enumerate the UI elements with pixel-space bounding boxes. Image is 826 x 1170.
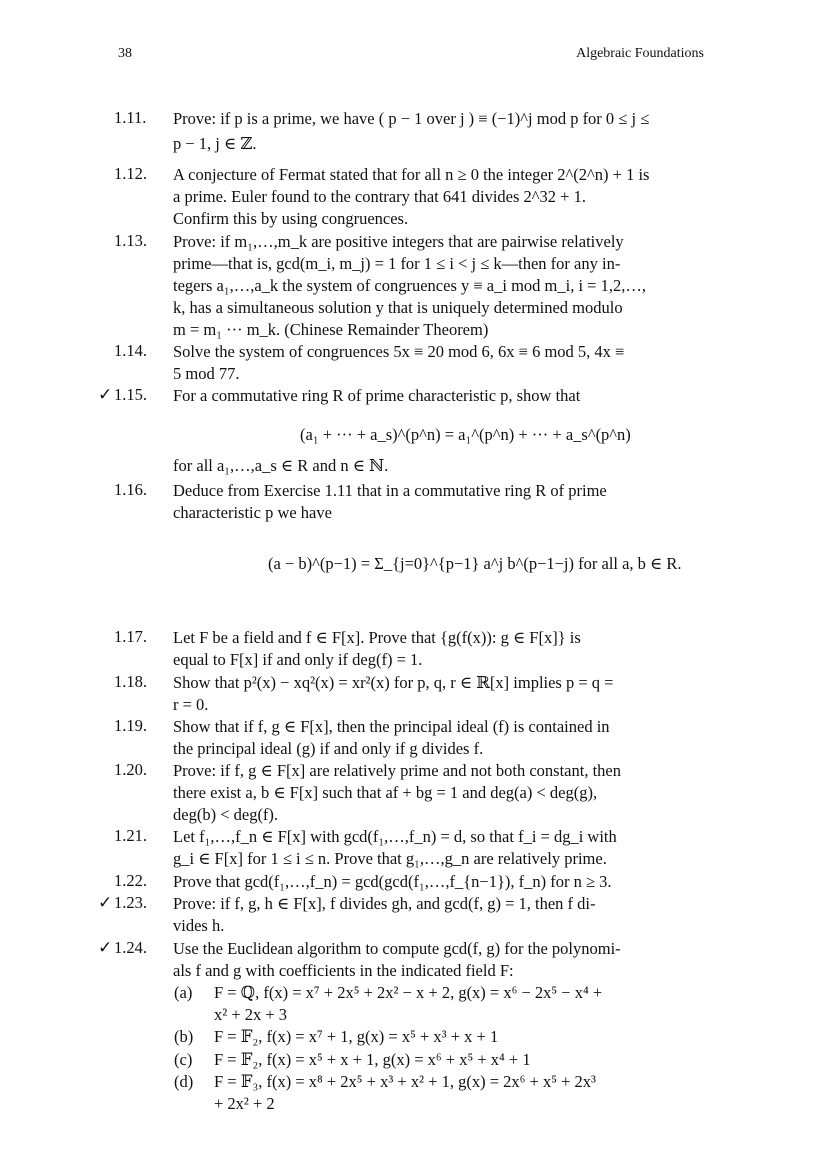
exercise-number: 1.17. <box>114 627 147 646</box>
exercise-line: Prove: if f, g, h ∈ F[x], f divides gh, and gcd(f, g) = 1, then f di- <box>173 894 596 913</box>
exercise-number: 1.23. <box>114 893 147 912</box>
exercise-line: Prove that gcd(f₁,…,f_n) = gcd(gcd(f₁,…,f_{n−1}), f_n) for n ≥ 3. <box>173 872 612 891</box>
exercise-line: Use the Euclidean algorithm to compute gcd(f, g) for the polynomi- <box>173 939 621 958</box>
sub-item-line: F = 𝔽₃, f(x) = x⁸ + 2x⁵ + x³ + x² + 1, g(x) = 2x⁶ + x⁵ + 2x³ <box>214 1072 596 1091</box>
exercise-text <box>173 231 707 341</box>
sub-item-label: (c) <box>174 1050 193 1069</box>
exercise-line: als f and g with coefficients in the indicated field F: <box>173 961 514 980</box>
exercise-line: the principal ideal (g) if and only if g divides f. <box>173 739 484 758</box>
exercise-line: a prime. Euler found to the contrary that 641 divides 2^32 + 1. <box>173 187 586 206</box>
exercise-text <box>173 385 707 407</box>
exercise-continuation <box>173 455 707 477</box>
sub-item-label: (d) <box>174 1072 194 1091</box>
exercise-line: Show that p²(x) − xq²(x) = xr²(x) for p, q, r ∈ ℝ[x] implies p = q = <box>173 673 614 692</box>
exercise-text <box>173 938 707 982</box>
display-equation: (a − b)^(p−1) = Σ_{j=0}^{p−1} a^j b^(p−1−j) for all a, b ∈ R. <box>268 554 682 573</box>
exercise-text <box>173 164 707 230</box>
display-equation: (a₁ + ··· + a_s)^(p^n) = a₁^(p^n) + ··· + a_s^(p^n) <box>300 425 631 444</box>
sub-item-label: (b) <box>174 1027 194 1046</box>
exercise-number: 1.11. <box>114 108 147 127</box>
exercise-line: Confirm this by using congruences. <box>173 209 409 228</box>
exercise-line: 5 mod 77. <box>173 364 240 383</box>
checkmark-icon: ✓ <box>98 385 113 405</box>
exercise-line: there exist a, b ∈ F[x] such that af + bg = 1 and deg(a) < deg(g), <box>173 783 598 802</box>
exercise-number: 1.21. <box>114 826 147 845</box>
checkmark-icon: ✓ <box>98 938 113 958</box>
exercise-line: m = m₁ ··· m_k. (Chinese Remainder Theorem) <box>173 320 489 339</box>
exercise-number: 1.19. <box>114 716 147 735</box>
exercise-line: for all a₁,…,a_s ∈ R and n ∈ ℕ. <box>173 456 389 475</box>
exercise-line: characteristic p we have <box>173 503 332 522</box>
exercise-line: prime—that is, gcd(m_i, m_j) = 1 for 1 ≤ i < j ≤ k—then for any in- <box>173 254 621 273</box>
exercise-text <box>173 826 707 870</box>
exercise-number: 1.14. <box>114 341 147 360</box>
sub-item-line: F = ℚ, f(x) = x⁷ + 2x⁵ + 2x² − x + 2, g(x) = x⁶ − 2x⁵ − x⁴ + <box>214 983 603 1002</box>
exercise-number: 1.22. <box>114 871 147 890</box>
exercise-text <box>173 871 707 893</box>
exercise-text <box>173 108 707 155</box>
exercise-line: vides h. <box>173 916 225 935</box>
page-number: 38 <box>118 46 132 61</box>
exercise-line: deg(b) < deg(f). <box>173 805 279 824</box>
exercise-number: 1.18. <box>114 672 147 691</box>
exercise-line: Prove: if f, g ∈ F[x] are relatively prime and not both constant, then <box>173 761 621 780</box>
exercise-line: Prove: if m₁,…,m_k are positive integers that are pairwise relatively <box>173 232 624 251</box>
exercise-number: 1.16. <box>114 480 147 499</box>
running-title: Algebraic Foundations <box>576 46 704 61</box>
sub-item-label: (a) <box>174 983 193 1002</box>
exercise-line: r = 0. <box>173 695 209 714</box>
exercise-number: 1.13. <box>114 231 147 250</box>
exercise-line: p − 1, j ∈ ℤ. <box>173 134 257 153</box>
sub-item-line: F = 𝔽₂, f(x) = x⁵ + x + 1, g(x) = x⁶ + x⁵ + x⁴ + 1 <box>214 1050 531 1069</box>
sub-item-line: + 2x² + 2 <box>214 1094 275 1113</box>
exercise-line: Deduce from Exercise 1.11 that in a commutative ring R of prime <box>173 481 607 500</box>
exercise-line: A conjecture of Fermat stated that for all n ≥ 0 the integer 2^(2^n) + 1 is <box>173 165 650 184</box>
exercise-line: tegers a₁,…,a_k the system of congruences y ≡ a_i mod m_i, i = 1,2,…, <box>173 276 646 295</box>
exercise-line: Prove: if p is a prime, we have ( p − 1 over j ) ≡ (−1)^j mod p for 0 ≤ j ≤ <box>173 109 650 128</box>
sub-item-line: x² + 2x + 3 <box>214 1005 288 1024</box>
exercise-text <box>173 341 707 385</box>
exercise-number: 1.20. <box>114 760 147 779</box>
exercise-text <box>173 716 707 760</box>
exercise-text <box>173 672 707 716</box>
exercise-number: 1.24. <box>114 938 147 957</box>
exercise-number: 1.15. <box>114 385 147 404</box>
exercise-line: Let f₁,…,f_n ∈ F[x] with gcd(f₁,…,f_n) = d, so that f_i = dg_i with <box>173 827 617 846</box>
exercise-line: k, has a simultaneous solution y that is uniquely determined modulo <box>173 298 623 317</box>
exercise-line: g_i ∈ F[x] for 1 ≤ i ≤ n. Prove that g₁,…,g_n are relatively prime. <box>173 849 607 868</box>
exercise-line: equal to F[x] if and only if deg(f) = 1. <box>173 650 423 669</box>
exercise-line: Let F be a field and f ∈ F[x]. Prove that {g(f(x)): g ∈ F[x]} is <box>173 628 581 647</box>
exercise-line: Show that if f, g ∈ F[x], then the principal ideal (f) is contained in <box>173 717 610 736</box>
checkmark-icon: ✓ <box>98 893 113 913</box>
exercise-text <box>173 893 707 937</box>
sub-item-line: F = 𝔽₂, f(x) = x⁷ + 1, g(x) = x⁵ + x³ + x + 1 <box>214 1027 499 1046</box>
exercise-line: For a commutative ring R of prime characteristic p, show that <box>173 386 581 405</box>
exercise-number: 1.12. <box>114 164 147 183</box>
exercise-line: Solve the system of congruences 5x ≡ 20 mod 6, 6x ≡ 6 mod 5, 4x ≡ <box>173 342 625 361</box>
exercise-text <box>173 480 707 524</box>
exercise-text <box>173 627 707 671</box>
exercise-text <box>173 760 707 826</box>
